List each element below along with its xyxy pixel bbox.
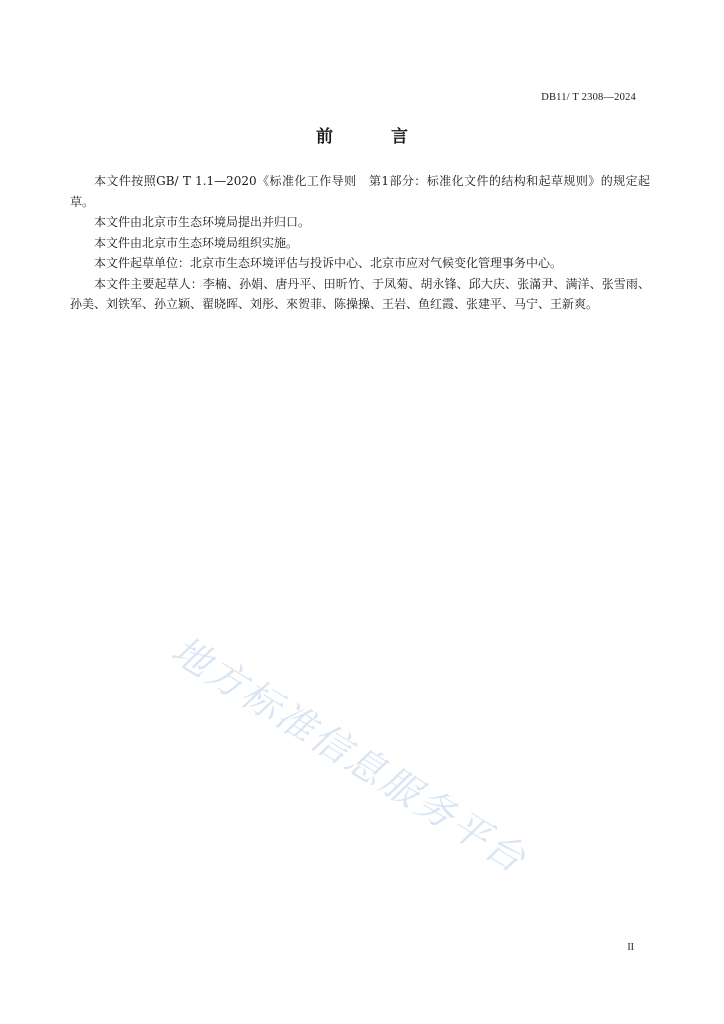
watermark: 地方标准信息服务平台 [163, 627, 535, 883]
page-number: II [627, 942, 634, 953]
document-code: DB11/ T 2308—2024 [541, 92, 636, 103]
paragraph-drafters: 本文件主要起草人：李楠、孙娟、唐丹平、田昕竹、于凤菊、胡永锋、邱大庆、张滿尹、满洋、张雪雨、孙美、刘铁军、孙立颖、翟晓晖、刘彤、來贺菲、陈操操、王岩、鱼红霞、张建平、马宁、王新爽。 [70, 276, 650, 311]
foreword-body [70, 171, 650, 315]
page-title: 前 言 [316, 127, 434, 147]
paragraph-drafting-basis: 本文件按照GB/ T 1.1—2020《标准化工作导则 第1部分：标准化文件的结构和起草规则》的规定起草。 [70, 174, 650, 209]
paragraph-implementer: 本文件由北京市生态环境局组织实施。 [94, 235, 299, 250]
paragraph-drafting-units: 本文件起草单位：北京市生态环境评估与投诉中心、北京市应对气候变化管理事务中心。 [94, 256, 563, 270]
paragraph-proposer: 本文件由北京市生态环境局提出并归口。 [94, 215, 311, 229]
